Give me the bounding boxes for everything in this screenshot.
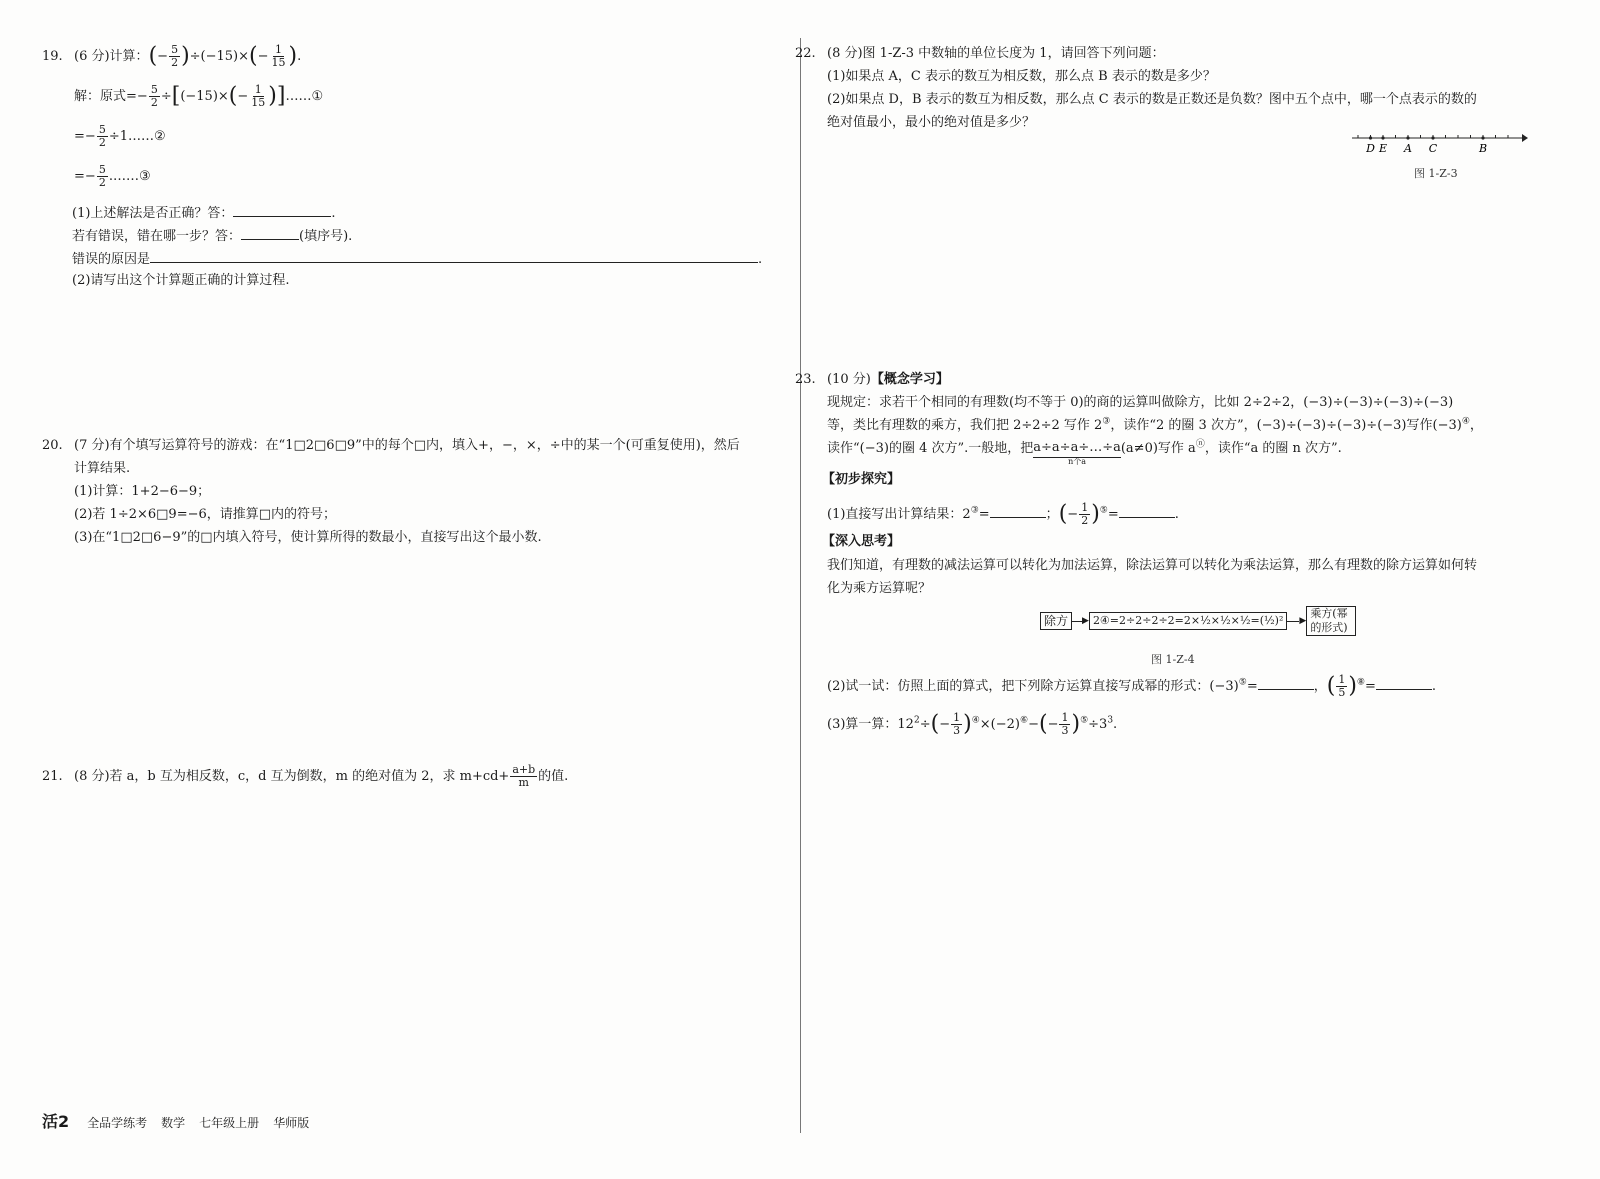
fraction: $\frac{1}{2}$ [1081, 501, 1089, 527]
q19-solution-step1: 解：原式=− $\frac{5}{2}$ ÷[(−15)×(− $\frac{1}{15}$ )]……① [74, 83, 324, 109]
q21-number: 21. [42, 769, 63, 784]
fraction: $\frac{1}{15}$ [251, 83, 266, 109]
axis-point [1431, 136, 1434, 139]
column-divider [800, 38, 801, 1133]
q22-part1: (1)如果点 A，C 表示的数互为相反数，那么点 B 表示的数是多少？ [827, 69, 1216, 84]
answer-blank[interactable] [1119, 503, 1175, 518]
fraction: $\frac{a+b}{m}$ [512, 763, 536, 789]
q23-part1: (1)直接写出计算结果：2③= ；(− $\frac{1}{2}$ )⑤= . [827, 501, 1179, 527]
q20-part1: (1)计算：1+2−6−9； [74, 484, 211, 499]
q22-number: 22. [795, 46, 816, 61]
diagram-box-expression: 2④=2÷2÷2÷2=2×½×½×½=(½)² [1089, 612, 1287, 630]
q19-number: 19. [42, 49, 63, 64]
q20-part3: (3)在“1□2□6−9”的□内填入符号，使计算所得的数最小，直接写出这个最小数. [74, 530, 542, 545]
figure-caption-1z4: 图 1-Z-4 [1151, 653, 1195, 666]
q19-solution-step2: =− $\frac{5}{2}$ ÷1……② [74, 123, 166, 149]
q19-title: 19. (6 分)计算：(− $\frac{5}{2}$ )÷(−15)×(− $\frac{1}{15}$ ). [42, 43, 302, 69]
q23-concept-line2: 等，类比有理数的乘方，我们把 2÷2÷2 写作 2③，读作“2 的圈 3 次方”，(−3)÷(−3)÷(−3)÷(−3)写作(−3)④， [827, 416, 1483, 433]
axis-point-label: E [1378, 142, 1388, 155]
axis-point-label: B [1478, 142, 1488, 155]
fraction: $\frac{1}{3}$ [1061, 711, 1069, 737]
q19-part1-step: 若有错误，错在哪一步？答： (填序号). [72, 225, 352, 247]
answer-blank[interactable] [233, 202, 331, 217]
arrow-right-icon: ▶ [1299, 616, 1307, 626]
q19-part2: (2)请写出这个计算题正确的计算过程. [72, 273, 290, 288]
q19-part1-reason: 错误的原因是 . [72, 248, 762, 270]
answer-blank[interactable] [150, 248, 758, 263]
q20-number: 20. [42, 438, 63, 453]
axis-point-label: C [1428, 142, 1438, 155]
answer-blank[interactable] [990, 503, 1046, 518]
fraction: $\frac{5}{2}$ [98, 123, 106, 149]
footer-series: 全品学练考 [87, 1116, 148, 1130]
q22-part2a: (2)如果点 D，B 表示的数互为相反数，那么点 C 表示的数是正数还是负数？图中五个点中，哪一个点表示的数的 [827, 92, 1477, 107]
q22-part2b: 绝对值最小，最小的绝对值是多少？ [827, 115, 1036, 130]
q23-part3: (3)算一算：$12^2\div(-$ $\frac{1}{3}$ )④×(−2)⑥−(− $\frac{1}{3}$ )$^⑤\div 3^3$. [827, 711, 1118, 737]
axis-point [1481, 136, 1484, 139]
diagram-box-power: 乘方(幂的形式) [1306, 606, 1356, 636]
fraction: $\frac{5}{2}$ [171, 43, 179, 69]
q23-section-think: 【深入思考】 [822, 534, 901, 549]
axis-arrow [1522, 134, 1528, 142]
footer-grade: 七年级上册 [199, 1116, 260, 1130]
diagram-connector [1287, 621, 1299, 622]
q20-line2: 计算结果. [74, 461, 131, 476]
q19-solution-step3: =− $\frac{5}{2}$ .……③ [74, 163, 151, 189]
page-footer [42, 1112, 323, 1133]
q23-part2: (2)试一试：仿照上面的算式，把下列除方运算直接写成幂的形式：(−3)⑤= ，( $\frac{1}{5}$ )⑧= . [827, 673, 1437, 699]
answer-blank[interactable] [241, 225, 299, 240]
q20-line1: 20. (7 分)有个填写运算符号的游戏：在“1□2□6□9”中的每个□内，填入+，−，×，÷中的某一个(可重复使用)，然后 [42, 436, 740, 456]
arrow-right-icon: ▶ [1082, 616, 1089, 626]
q21-text: 21. (8 分)若 a，b 互为相反数，c，d 互为倒数，m 的绝对值为 2，求 m+cd+ $\frac{a+b}{m}$ 的值. [42, 763, 569, 789]
footer-edition: 华师版 [273, 1116, 310, 1130]
q20-part2: (2)若 1÷2×6□9=−6，请推算□内的符号； [74, 507, 337, 522]
axis-point-label: A [1404, 142, 1412, 155]
figure-caption-1z3: 图 1-Z-3 [1414, 167, 1458, 180]
fraction: $\frac{5}{2}$ [98, 163, 106, 189]
fraction: $\frac{1}{3}$ [953, 711, 961, 737]
fraction: $\frac{5}{2}$ [150, 83, 158, 109]
q19-part1-correct: (1)上述解法是否正确？答： . [72, 202, 336, 224]
q23-section-explore: 【初步探究】 [822, 472, 901, 487]
q23-number: 23. [795, 372, 816, 387]
axis-point [1406, 136, 1409, 139]
q23-concept-line3: 读作“(−3)的圈 4 次方”.一般地，把 a÷a÷a÷…÷a n个a (a≠0)写作 aⓝ，读作“a 的圈 n 次方”. [827, 439, 1342, 466]
number-line-figure [1350, 128, 1530, 160]
q22-line1: 22. (8 分)图 1-Z-3 中数轴的单位长度为 1，请回答下列问题： [795, 44, 1165, 64]
axis-point [1369, 136, 1372, 139]
answer-blank[interactable] [1258, 675, 1314, 690]
q23-title: 23. (10 分)【概念学习】 [795, 370, 949, 390]
footer-subject: 数学 [161, 1116, 186, 1130]
axis-point-label: D [1366, 142, 1375, 155]
page-logo: 活2 [42, 1112, 70, 1131]
fraction: $\frac{1}{5}$ [1338, 673, 1346, 699]
diagram-connector [1072, 621, 1082, 622]
fraction: $\frac{1}{15}$ [271, 43, 286, 69]
axis-point [1381, 136, 1384, 139]
diagram-box-division: 除方 [1040, 612, 1072, 630]
answer-blank[interactable] [1376, 675, 1432, 690]
q23-think-line1: 我们知道，有理数的减法运算可以转化为加法运算，除法运算可以转化为乘法运算，那么有理数的除方运算如何转 [827, 558, 1478, 573]
q23-think-line2: 化为乘方运算呢？ [827, 581, 932, 596]
q23-concept-line1: 现规定：求若干个相同的有理数(均不等于 0)的商的运算叫做除方，比如 2÷2÷2，(−3)÷(−3)÷(−3)÷(−3) [827, 395, 1454, 410]
division-to-power-diagram [1040, 606, 1356, 636]
